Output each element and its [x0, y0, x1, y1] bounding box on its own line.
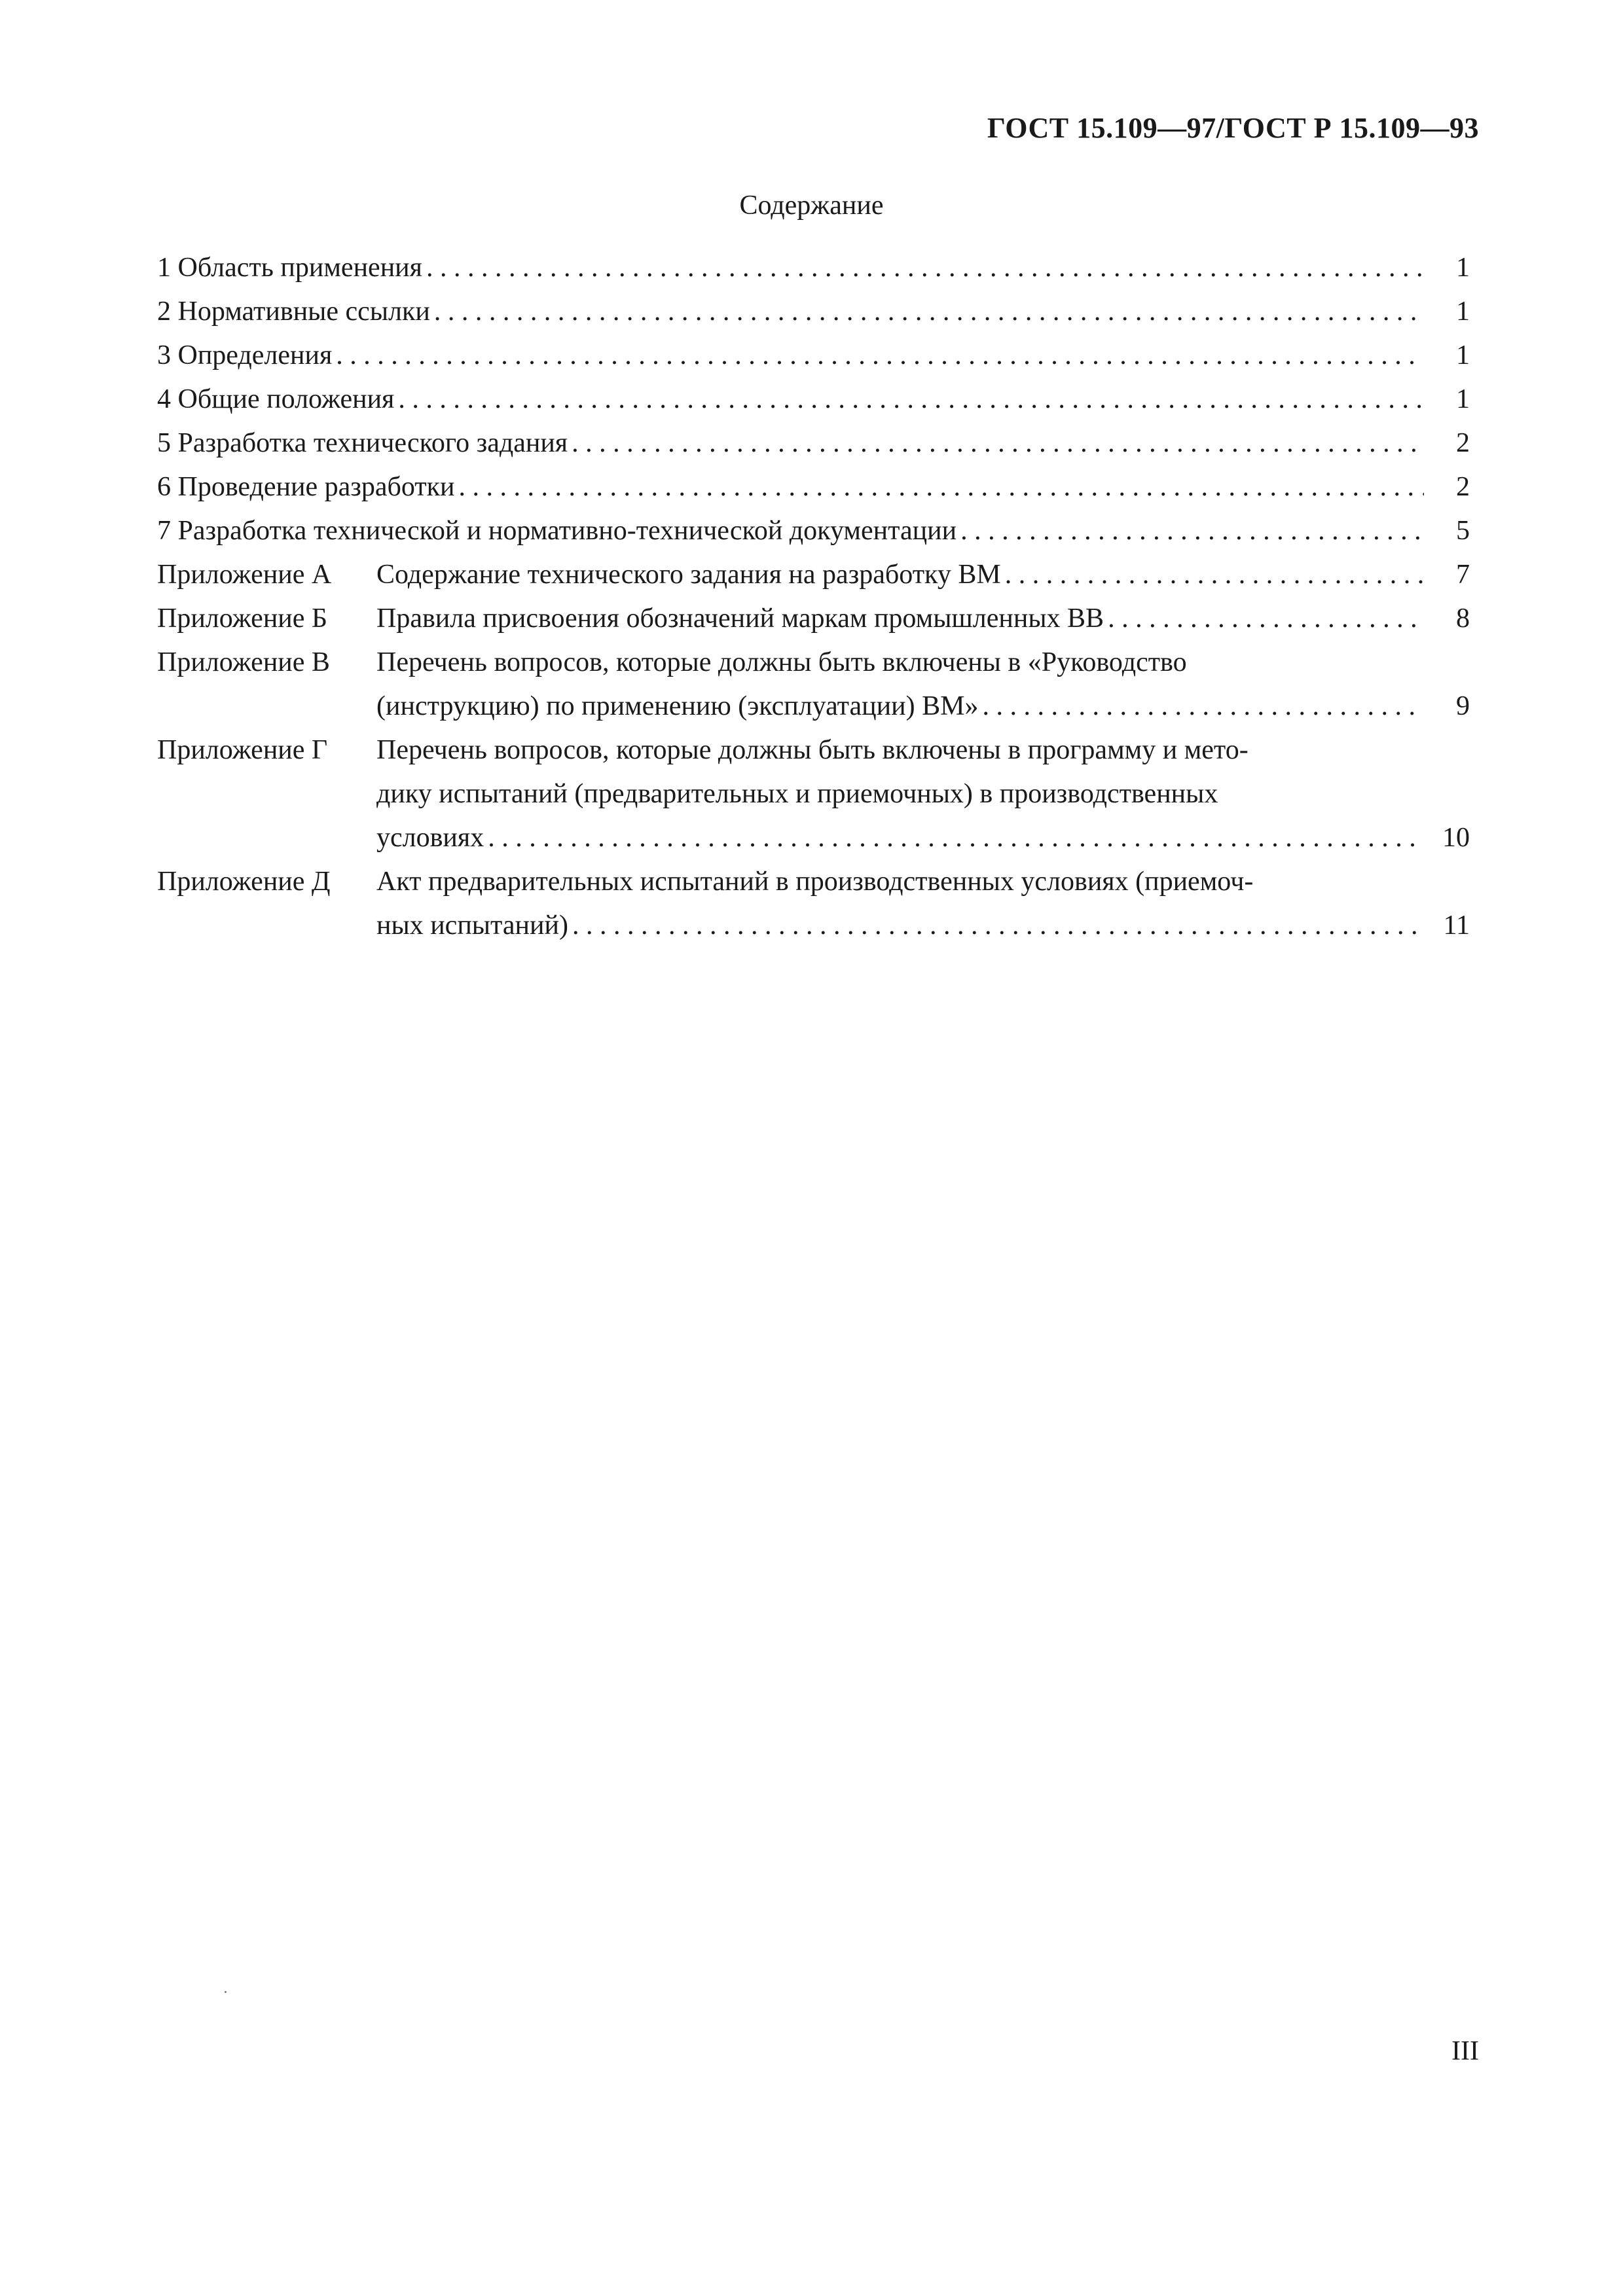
page-number: III	[1451, 2036, 1479, 2066]
toc-entry-label: 6 Проведение разработки	[157, 472, 455, 502]
toc-entry[interactable]	[157, 340, 1470, 384]
toc-appendix[interactable]	[157, 866, 1470, 954]
toc-entry-label: 5 Разработка технического задания	[157, 428, 568, 458]
toc-entry-page: 1	[1456, 384, 1470, 414]
dot-leader	[960, 515, 1424, 547]
appendix-page: 10	[1442, 823, 1470, 853]
toc-entry[interactable]	[157, 252, 1470, 296]
toc-entry-page: 5	[1456, 516, 1470, 546]
toc-entry[interactable]	[157, 427, 1470, 471]
appendix-code: Приложение А	[157, 560, 332, 590]
table-of-contents	[157, 252, 1470, 954]
page-title: Содержание	[739, 190, 884, 221]
toc-appendix[interactable]	[157, 559, 1470, 603]
toc-appendix[interactable]	[157, 734, 1470, 866]
appendix-title-line: (инструкцию) по применению (эксплуатации) ВМ»	[376, 691, 979, 721]
toc-entry-page: 2	[1456, 428, 1470, 458]
scan-speck	[225, 1991, 227, 1993]
appendix-page: 8	[1456, 603, 1470, 634]
toc-entry[interactable]	[157, 384, 1470, 427]
dot-leader	[1005, 559, 1424, 590]
document-header: ГОСТ 15.109—97/ГОСТ Р 15.109—93	[987, 112, 1479, 144]
toc-entry-page: 1	[1456, 296, 1470, 327]
appendix-title-line: Содержание технического задания на разработку ВМ	[376, 560, 1001, 590]
toc-entry-label: 2 Нормативные ссылки	[157, 296, 430, 327]
toc-entry-page: 1	[1456, 253, 1470, 283]
toc-entry-label: 1 Область применения	[157, 253, 422, 283]
appendix-title-line: Перечень вопросов, которые должны быть включены в «Руководство	[376, 647, 1187, 677]
dot-leader	[426, 252, 1424, 283]
appendix-code: Приложение Г	[157, 735, 328, 765]
appendix-title-line: ных испытаний)	[376, 910, 568, 941]
toc-entry[interactable]	[157, 515, 1470, 559]
appendix-code: Приложение В	[157, 647, 330, 677]
dot-leader	[1108, 603, 1424, 634]
dot-leader	[336, 340, 1424, 371]
appendix-page: 11	[1443, 910, 1470, 941]
toc-entry[interactable]	[157, 296, 1470, 340]
toc-appendix[interactable]	[157, 603, 1470, 647]
dot-leader	[459, 471, 1424, 503]
toc-appendix[interactable]	[157, 647, 1470, 734]
dot-leader	[434, 296, 1424, 327]
toc-entry[interactable]	[157, 471, 1470, 515]
appendix-page: 7	[1456, 560, 1470, 590]
appendix-title-line: условиях	[376, 823, 484, 853]
dot-leader	[572, 910, 1424, 941]
dot-leader	[572, 427, 1424, 459]
toc-entry-label: 7 Разработка технической и нормативно-технической документации	[157, 516, 957, 546]
appendix-title-line: дику испытаний (предварительных и приемочных) в производственных	[376, 779, 1218, 809]
dot-leader	[488, 822, 1424, 853]
appendix-page: 9	[1456, 691, 1470, 721]
appendix-title-line: Правила присвоения обозначений маркам промышленных ВВ	[376, 603, 1104, 634]
toc-entry-label: 4 Общие положения	[157, 384, 395, 414]
dot-leader	[982, 691, 1424, 722]
appendix-code: Приложение Б	[157, 603, 328, 634]
appendix-code: Приложение Д	[157, 867, 331, 897]
appendix-title-line: Перечень вопросов, которые должны быть включены в программу и мето-	[376, 735, 1249, 765]
appendix-title-line: Акт предварительных испытаний в производственных условиях (приемоч-	[376, 867, 1254, 897]
toc-entry-label: 3 Определения	[157, 340, 333, 370]
toc-entry-page: 1	[1456, 340, 1470, 370]
toc-entry-page: 2	[1456, 472, 1470, 502]
dot-leader	[398, 384, 1424, 415]
